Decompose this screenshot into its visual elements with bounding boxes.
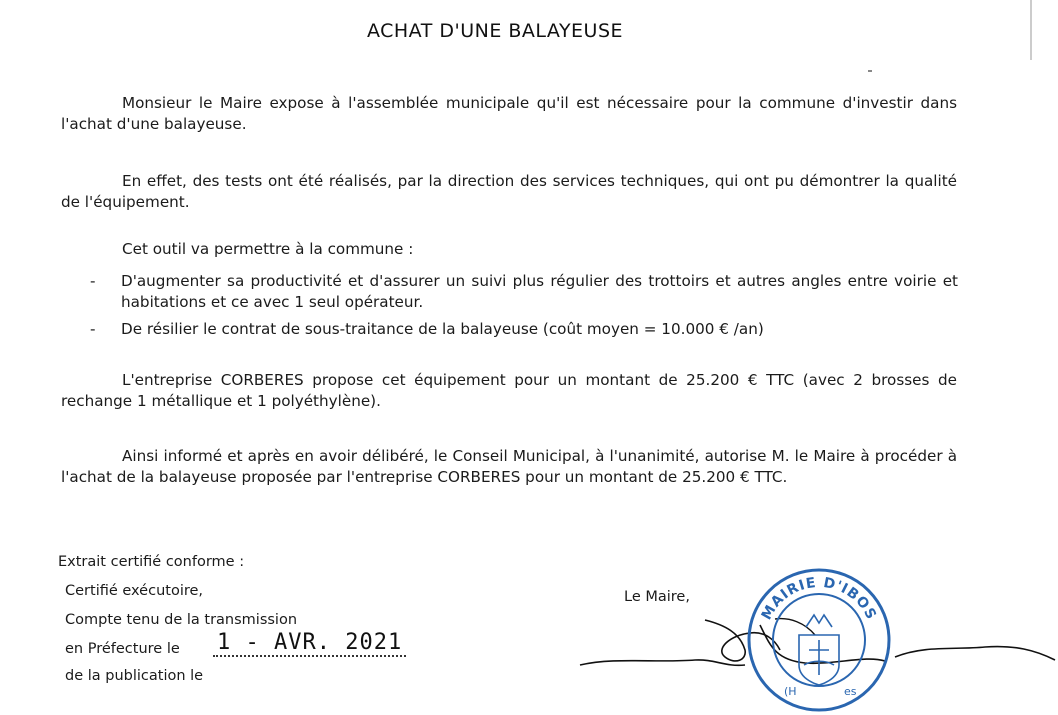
publication-label: de la publication le (65, 668, 204, 684)
bullet-dash: - (90, 272, 96, 290)
extrait-label: Extrait certifié conforme : (58, 554, 245, 570)
svg-text:(H: (H (784, 685, 797, 698)
scan-speck (868, 70, 872, 72)
scan-margin-mark (1030, 0, 1032, 60)
mairie-seal-icon (744, 565, 894, 715)
svg-text:MAIRIE D'IBOS: MAIRIE D'IBOS (758, 574, 880, 623)
list-item (90, 271, 958, 313)
compte-tenu-label: Compte tenu de la transmission (65, 612, 298, 628)
paragraph-expose: Monsieur le Maire expose à l'assemblée municipale qu'il est nécessaire pour la commune d'investir dans l'achat d'une balayeuse. (61, 94, 957, 133)
paragraph-deliberation: Ainsi informé et après en avoir délibéré, le Conseil Municipal, à l'unanimité, autorise M. le Maire à procéder à l'achat de la balayeuse proposée par l'entreprise CORBERES pour un montant de 25.200 € TTC. (61, 447, 957, 486)
certifie-label: Certifié exécutoire, (65, 583, 204, 599)
paragraph-entreprise: L'entreprise CORBERES propose cet équipement pour un montant de 25.200 € TTC (avec 2 brosses de rechange 1 métallique et 1 polyéthylène). (61, 371, 957, 410)
bullet-dash: - (90, 320, 96, 338)
date-stamp: 1 - AVR. 2021 (213, 630, 406, 657)
prefecture-label: en Préfecture le (65, 641, 180, 657)
paragraph-outil-intro: Cet outil va permettre à la commune : (122, 240, 414, 258)
paragraph-tests: En effet, des tests ont été réalisés, par la direction des services techniques, qui ont pu démontrer la qualité de l'équipement. (61, 172, 957, 211)
list-item-text: D'augmenter sa productivité et d'assurer un suivi plus régulier des trottoirs et autres angles entre voirie et habitations et ce avec 1 seul opérateur. (121, 272, 958, 311)
maire-label: Le Maire, (624, 589, 690, 605)
document-title: ACHAT D'UNE BALAYEUSE (366, 20, 624, 42)
list-item (90, 319, 958, 340)
list-item-text: De résilier le contrat de sous-traitance de la balayeuse (coût moyen = 10.000 € /an) (121, 320, 764, 338)
svg-text:es: es (844, 685, 857, 698)
